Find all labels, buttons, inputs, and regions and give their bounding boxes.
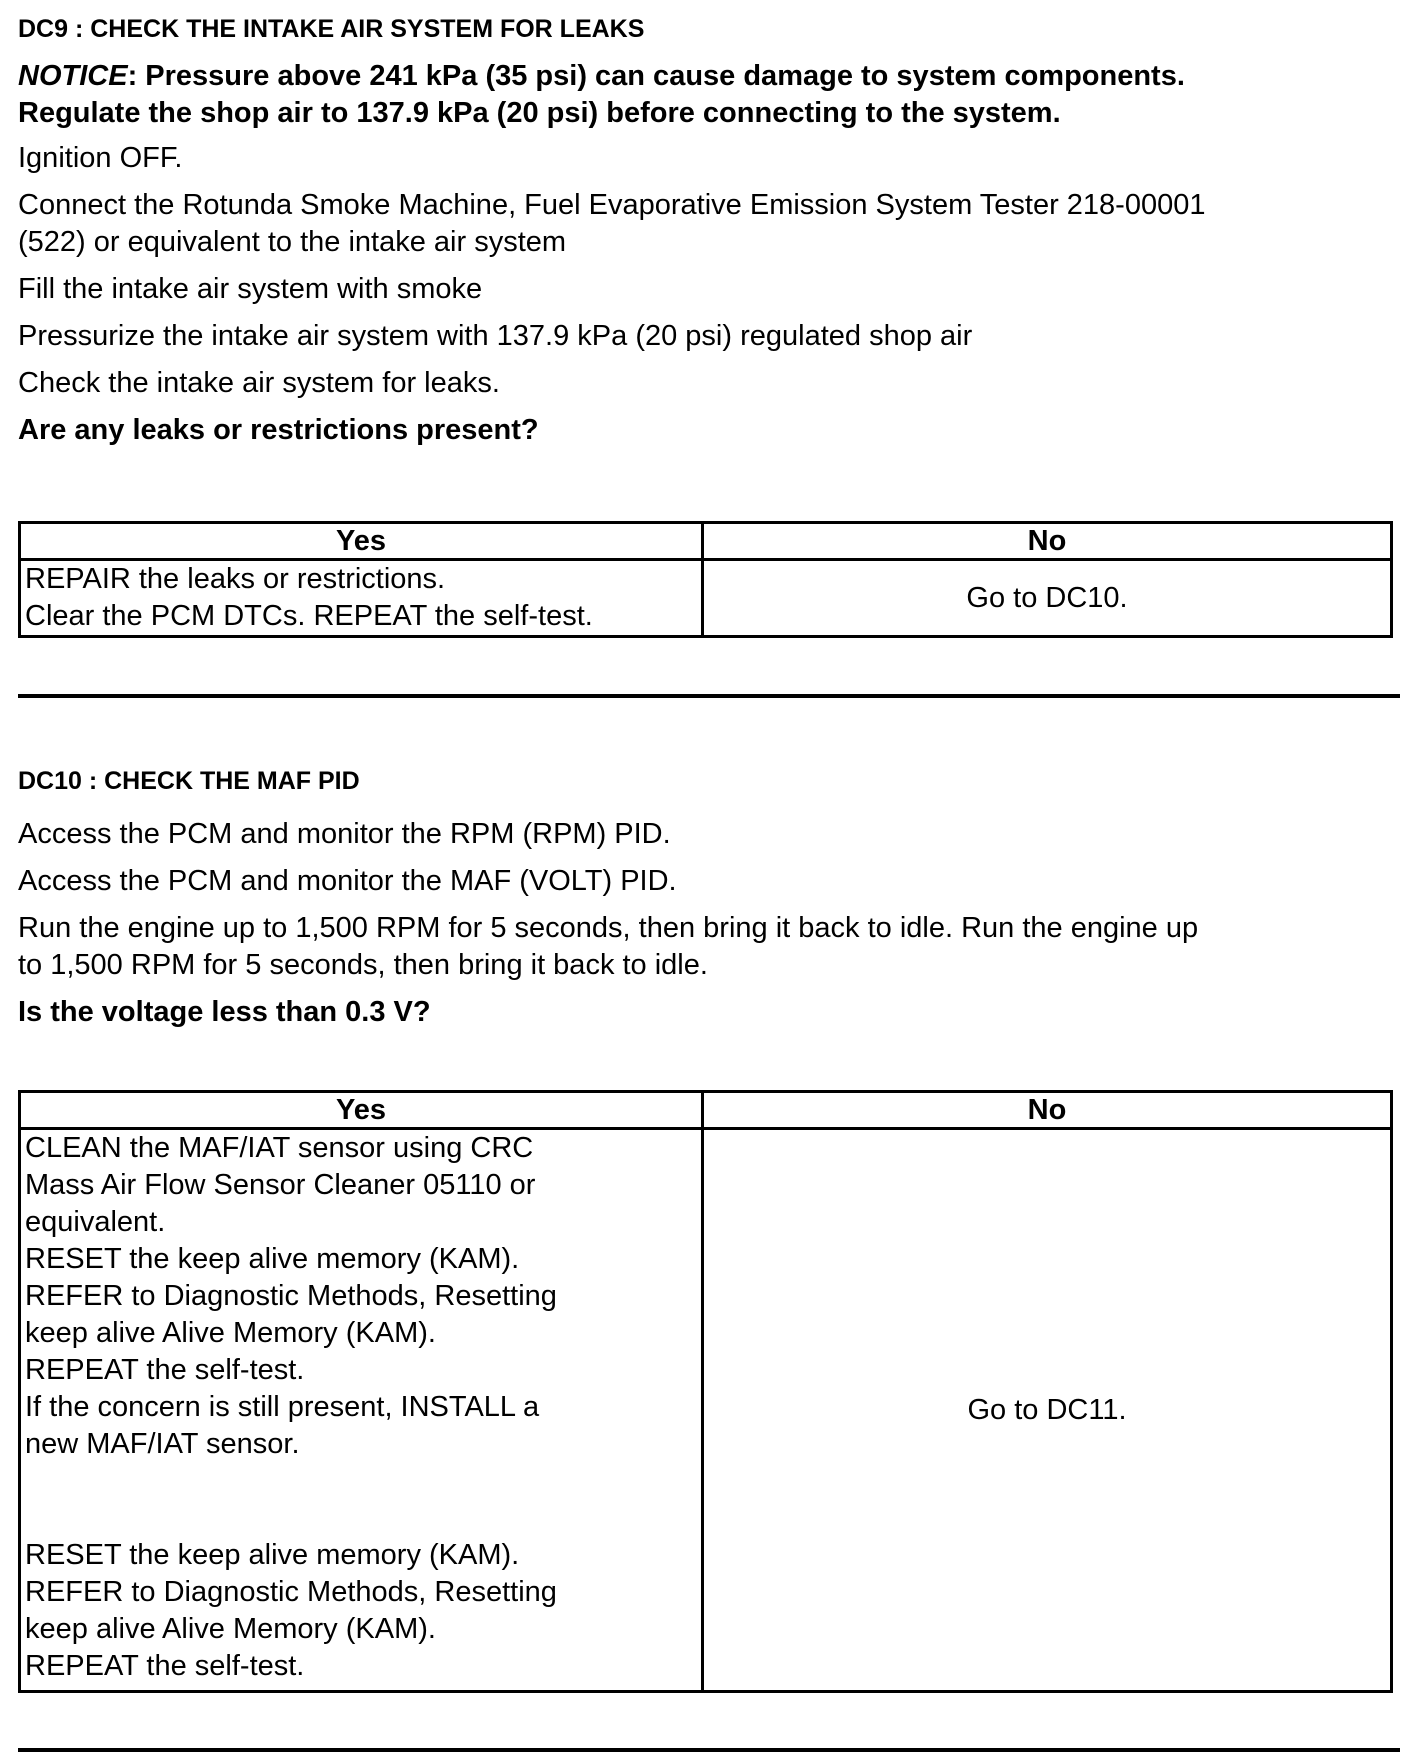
- yes-line: Mass Air Flow Sensor Cleaner 05110 or: [25, 1169, 536, 1201]
- dc9-notice-line1: [18, 58, 1390, 95]
- dc9-question: Are any leaks or restrictions present?: [18, 414, 539, 446]
- no-header: No: [703, 523, 1392, 560]
- yes-header: Yes: [20, 523, 703, 560]
- dc10-heading: DC10 : CHECK THE MAF PID: [18, 767, 360, 795]
- yes-header: Yes: [20, 1092, 703, 1129]
- yes-line: REFER to Diagnostic Methods, Resetting: [25, 1280, 557, 1312]
- yes-line: REFER to Diagnostic Methods, Resetting: [25, 1576, 557, 1608]
- dc10-step-run-line2: to 1,500 RPM for 5 seconds, then bring it back to idle.: [18, 949, 708, 981]
- dc9-decision-table: [18, 521, 1393, 638]
- yes-line: Clear the PCM DTCs. REPEAT the self-test.: [25, 600, 593, 632]
- table-header-row: [20, 523, 1392, 560]
- section-divider: [18, 1748, 1400, 1752]
- no-cell: Go to DC11.: [703, 1129, 1392, 1692]
- dc10-step-rpm: Access the PCM and monitor the RPM (RPM) PID.: [18, 818, 671, 850]
- dc9-step-pressurize: Pressurize the intake air system with 137.9 kPa (20 psi) regulated shop air: [18, 320, 973, 352]
- yes-line: CLEAN the MAF/IAT sensor using CRC: [25, 1132, 534, 1164]
- dc10-section: [18, 766, 1390, 1031]
- dc9-step-connect-line1: Connect the Rotunda Smoke Machine, Fuel Evaporative Emission System Tester 218-00001: [18, 189, 1206, 221]
- yes-line: keep alive Alive Memory (KAM).: [25, 1317, 436, 1349]
- no-header: No: [703, 1092, 1392, 1129]
- dc10-question: Is the voltage less than 0.3 V?: [18, 996, 431, 1028]
- yes-line: new MAF/IAT sensor.: [25, 1428, 300, 1460]
- dc9-heading: DC9 : CHECK THE INTAKE AIR SYSTEM FOR LEAKS: [18, 15, 645, 43]
- dc9-step-check: Check the intake air system for leaks.: [18, 367, 500, 399]
- table-row: [20, 1129, 1392, 1692]
- dc10-decision-table: [18, 1090, 1393, 1693]
- no-cell: Go to DC10.: [703, 560, 1392, 637]
- yes-line: RESET the keep alive memory (KAM).: [25, 1243, 520, 1275]
- dc9-step-fill: Fill the intake air system with smoke: [18, 273, 483, 305]
- yes-line: REPAIR the leaks or restrictions.: [25, 563, 446, 595]
- cell-gap: [25, 1463, 697, 1537]
- yes-cell: [20, 1129, 703, 1692]
- dc10-step-run-line1: Run the engine up to 1,500 RPM for 5 seconds, then bring it back to idle. Run the engine up: [18, 912, 1199, 944]
- notice-line1-text: : Pressure above 241 kPa (35 psi) can cause damage to system components.: [127, 60, 1185, 92]
- dc9-section: [18, 14, 1390, 449]
- dc9-step-ignition: Ignition OFF.: [18, 142, 183, 174]
- table-row: [20, 560, 1392, 637]
- section-divider: [18, 694, 1400, 698]
- yes-cell: [20, 560, 703, 637]
- yes-line: RESET the keep alive memory (KAM).: [25, 1539, 520, 1571]
- table-header-row: [20, 1092, 1392, 1129]
- yes-line: keep alive Alive Memory (KAM).: [25, 1613, 436, 1645]
- notice-label: NOTICE: [18, 60, 128, 92]
- yes-line: If the concern is still present, INSTALL a: [25, 1391, 540, 1423]
- yes-line: equivalent.: [25, 1206, 166, 1238]
- yes-line: REPEAT the self-test.: [25, 1650, 305, 1682]
- yes-line: REPEAT the self-test.: [25, 1354, 305, 1386]
- dc9-step-connect-line2: (522) or equivalent to the intake air system: [18, 226, 567, 258]
- dc9-notice-line2: Regulate the shop air to 137.9 kPa (20 psi) before connecting to the system.: [18, 97, 1061, 129]
- dc10-step-maf: Access the PCM and monitor the MAF (VOLT) PID.: [18, 865, 677, 897]
